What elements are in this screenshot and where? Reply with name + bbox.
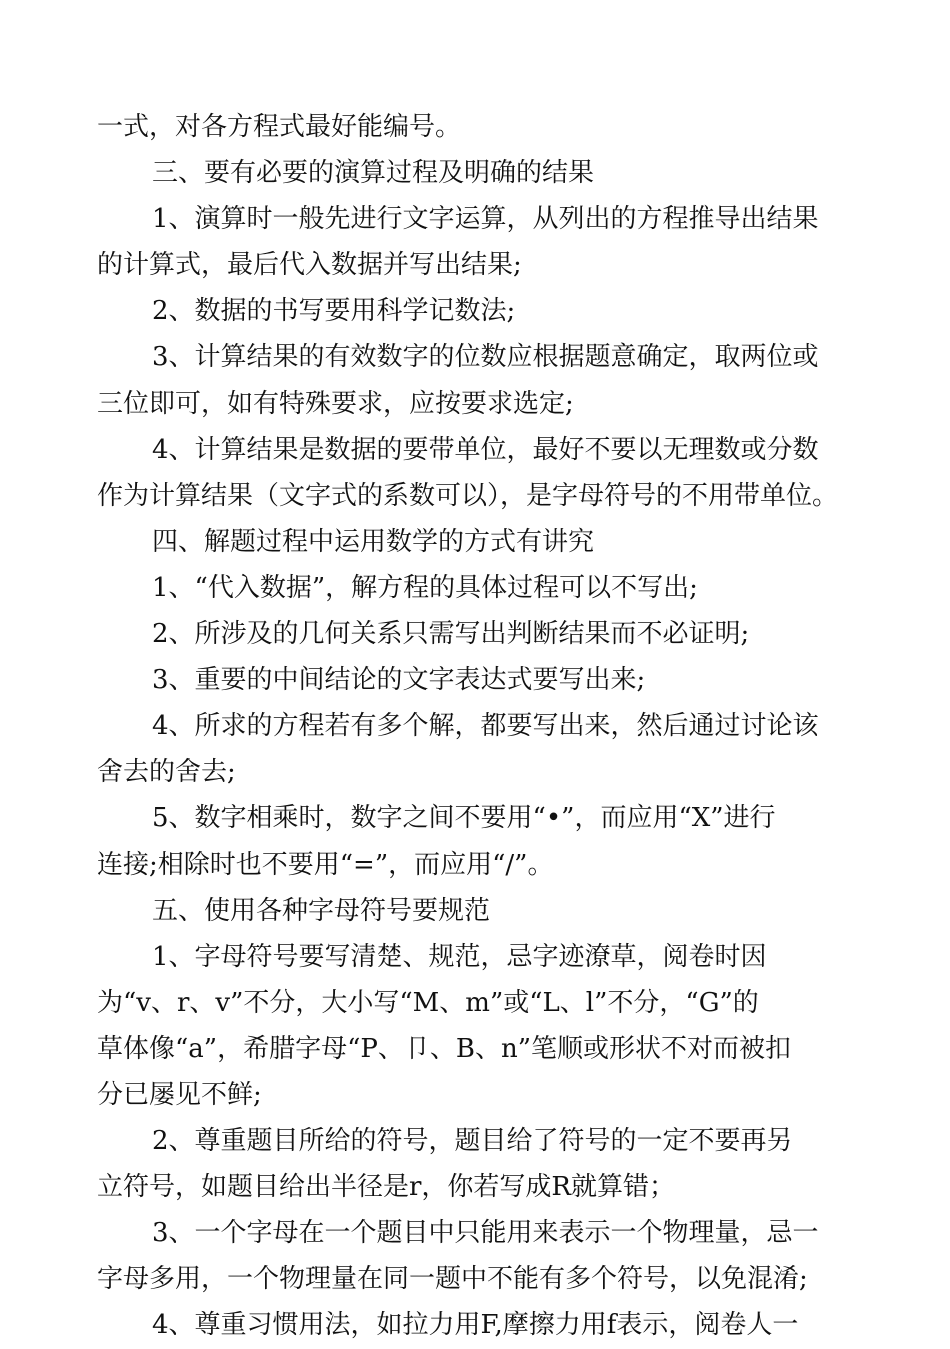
text-line: 4、计算结果是数据的要带单位，最好不要以无理数或分数 xyxy=(152,434,819,465)
text-line: 分已屡见不鲜; xyxy=(97,1079,262,1110)
text-line: 舍去的舍去; xyxy=(97,757,236,788)
text-line: 四、解题过程中运用数学的方式有讲究 xyxy=(152,526,595,557)
text-line: 2、尊重题目所给的符号，题目给了符号的一定不要再另 xyxy=(152,1126,793,1157)
text-line: 3、一个字母在一个题目中只能用来表示一个物理量，忌一 xyxy=(152,1218,819,1249)
text-line: 五、使用各种字母符号要规范 xyxy=(152,895,491,926)
text-line: 三、要有必要的演算过程及明确的结果 xyxy=(152,158,595,189)
text-line: 1、“代入数据”，解方程的具体过程可以不写出; xyxy=(152,572,698,603)
text-line: 三位即可，如有特殊要求，应按要求选定; xyxy=(97,388,574,419)
text-line: 2、所涉及的几何关系只需写出判断结果而不必证明; xyxy=(152,619,750,650)
text-line: 3、重要的中间结论的文字表达式要写出来; xyxy=(152,665,646,696)
text-line: 的计算式，最后代入数据并写出结果; xyxy=(97,250,522,281)
text-line: 字母多用，一个物理量在同一题中不能有多个符号，以免混淆; xyxy=(97,1264,808,1295)
text-line: 4、尊重习惯用法，如拉力用F,摩擦力用f表示，阅卷人一 xyxy=(152,1310,799,1341)
text-line: 3、计算结果的有效数字的位数应根据题意确定，取两位或 xyxy=(152,342,819,373)
text-line: 一式，对各方程式最好能编号。 xyxy=(97,112,462,142)
text-line: 草体像“a”，希腊字母“P、卩、B、n”笔顺或形状不对而被扣 xyxy=(97,1033,792,1064)
text-line: 4、所求的方程若有多个解，都要写出来，然后通过讨论该 xyxy=(152,711,819,742)
text-line: 1、字母符号要写清楚、规范，忌字迹潦草，阅卷时因 xyxy=(152,941,767,972)
text-line: 连接;相除时也不要用“=”，而应用“/”。 xyxy=(97,849,554,880)
text-line: 1、演算时一般先进行文字运算，从列出的方程推导出结果 xyxy=(152,204,819,235)
text-line: 作为计算结果（文字式的系数可以），是字母符号的不用带单位。 xyxy=(97,480,839,511)
text-line: 5、数字相乘时，数字之间不要用“•”，而应用“X”进行 xyxy=(152,803,776,834)
document-body xyxy=(97,104,877,1349)
text-line: 为“v、r、v”不分，大小写“M、m”或“L、l”不分，“G”的 xyxy=(97,987,759,1018)
text-line: 立符号，如题目给出半径是r，你若写成R就算错； xyxy=(97,1172,676,1203)
text-line: 2、数据的书写要用科学记数法; xyxy=(152,296,516,327)
